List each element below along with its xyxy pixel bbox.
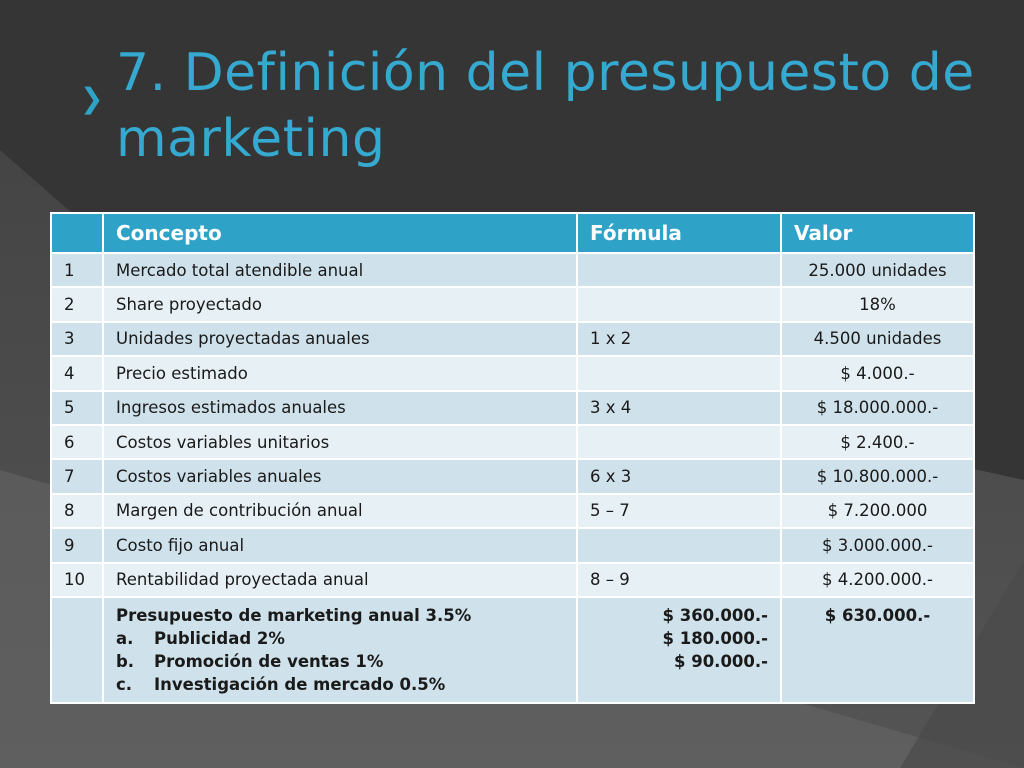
row-formula (577, 287, 781, 321)
row-formula: 5 – 7 (577, 494, 781, 528)
table-row (51, 494, 974, 528)
row-valor: $ 10.800.000.- (781, 459, 974, 493)
summary-amount: $ 90.000.- (673, 651, 768, 671)
row-formula: 1 x 2 (577, 322, 781, 356)
list-marker: c. (116, 674, 133, 694)
table-row (51, 528, 974, 562)
row-formula (577, 425, 781, 459)
table-row (51, 322, 974, 356)
budget-table (50, 212, 975, 704)
table-row (51, 391, 974, 425)
row-valor: $ 3.000.000.- (781, 528, 974, 562)
row-valor: 4.500 unidades (781, 322, 974, 356)
row-formula (577, 356, 781, 390)
row-formula: 3 x 4 (577, 391, 781, 425)
row-valor: 25.000 unidades (781, 253, 974, 287)
row-concepto: Margen de contribución anual (103, 494, 577, 528)
row-valor: $ 7.200.000 (781, 494, 974, 528)
table-header-row (51, 213, 974, 253)
header-concepto: Concepto (103, 213, 577, 253)
row-concepto: Costo fijo anual (103, 528, 577, 562)
row-formula (577, 253, 781, 287)
table-row (51, 563, 974, 597)
list-label: Promoción de ventas 1% (154, 651, 384, 671)
row-concepto: Rentabilidad proyectada anual (103, 563, 577, 597)
list-item (116, 650, 564, 673)
table-row (51, 287, 974, 321)
row-number: 10 (51, 563, 103, 597)
row-valor: $ 4.200.000.- (781, 563, 974, 597)
row-concepto: Costos variables unitarios (103, 425, 577, 459)
list-item (116, 673, 564, 696)
summary-concepto (103, 597, 577, 703)
row-concepto: Costos variables anuales (103, 459, 577, 493)
summary-amount: $ 180.000.- (662, 628, 768, 648)
header-formula: Fórmula (577, 213, 781, 253)
row-concepto: Unidades proyectadas anuales (103, 322, 577, 356)
row-number: 2 (51, 287, 103, 321)
header-valor: Valor (781, 213, 974, 253)
row-formula: 6 x 3 (577, 459, 781, 493)
row-valor: $ 4.000.- (781, 356, 974, 390)
list-marker: b. (116, 651, 135, 671)
summary-list (116, 627, 564, 696)
summary-total: $ 630.000.- (781, 597, 974, 703)
row-number: 4 (51, 356, 103, 390)
row-number: 9 (51, 528, 103, 562)
table-row (51, 459, 974, 493)
table-row (51, 425, 974, 459)
list-marker: a. (116, 628, 134, 648)
row-formula: 8 – 9 (577, 563, 781, 597)
title-bullet-icon: ❯ (80, 82, 104, 115)
list-label: Investigación de mercado 0.5% (154, 674, 446, 694)
row-number: 5 (51, 391, 103, 425)
list-item (116, 627, 564, 650)
row-concepto: Precio estimado (103, 356, 577, 390)
row-formula (577, 528, 781, 562)
row-valor: 18% (781, 287, 974, 321)
header-number (51, 213, 103, 253)
summary-row (51, 597, 974, 703)
summary-amount: $ 360.000.- (662, 605, 768, 625)
table-row (51, 253, 974, 287)
slide-title: 7. Definición del presupuesto de marketing (116, 43, 975, 169)
row-number: 1 (51, 253, 103, 287)
row-concepto: Share proyectado (103, 287, 577, 321)
list-label: Publicidad 2% (154, 628, 285, 648)
row-number: 7 (51, 459, 103, 493)
summary-number (51, 597, 103, 703)
row-valor: $ 18.000.000.- (781, 391, 974, 425)
row-number: 8 (51, 494, 103, 528)
table-row (51, 356, 974, 390)
row-valor: $ 2.400.- (781, 425, 974, 459)
row-number: 3 (51, 322, 103, 356)
summary-amounts (577, 597, 781, 703)
row-concepto: Ingresos estimados anuales (103, 391, 577, 425)
summary-title: Presupuesto de marketing anual 3.5% (116, 605, 472, 625)
row-number: 6 (51, 425, 103, 459)
row-concepto: Mercado total atendible anual (103, 253, 577, 287)
